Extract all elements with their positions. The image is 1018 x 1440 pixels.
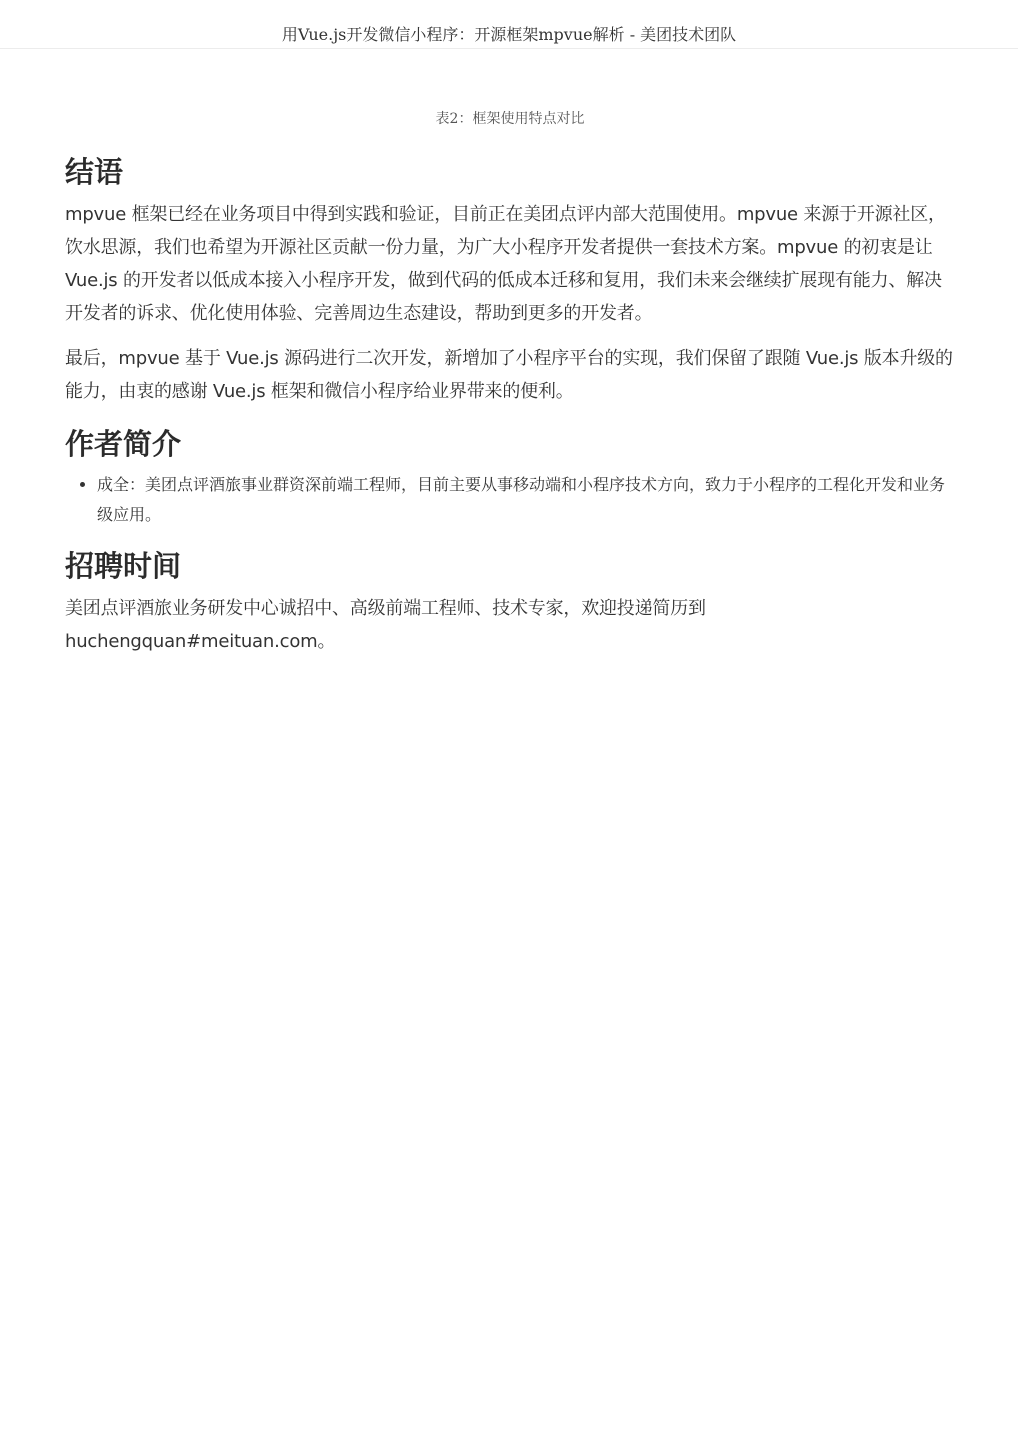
conclusion-paragraph-2: 最后，mpvue 基于 Vue.js 源码进行二次开发，新增加了小程序平台的实现，我们保留了跟随 Vue.js 版本升级的能力，由衷的感谢 Vue.js 框架和微信小程序给业界带来的便利。 (65, 348, 953, 402)
section-author (65, 426, 955, 530)
section-conclusion (65, 154, 955, 408)
author-list (65, 470, 955, 530)
author-list-item: • 成全：美团点评酒旅事业群资深前端工程师，目前主要从事移动端和小程序技术方向，致力于小程序的工程化开发和业务级应用。 (97, 470, 955, 530)
section-heading-conclusion: 结语 (65, 155, 124, 189)
conclusion-paragraph-1: mpvue 框架已经在业务项目中得到实践和验证，目前正在美团点评内部大范围使用。mpvue 来源于开源社区，饮水思源，我们也希望为开源社区贡献一份力量，为广大小程序开发者提供一套技术方案。mpvue 的初衷是让 Vue.js 的开发者以低成本接入小程序开发，做到代码的低成本迁移和复用，我们未来会继续扩展现有能力、解决开发者的诉求、优化使用体验、完善周边生态建设，帮助到更多的开发者。 (65, 204, 946, 324)
section-heading-hiring: 招聘时间 (65, 549, 182, 583)
page-title: 用Vue.js开发微信小程序：开源框架mpvue解析 - 美团技术团队 (281, 25, 737, 44)
page-header (0, 0, 1018, 49)
table-caption: 表2：框架使用特点对比 (435, 111, 585, 127)
hiring-paragraph: 美团点评酒旅业务研发中心诚招中、高级前端工程师、技术专家，欢迎投递简历到 huchengquan#meituan.com。 (65, 598, 706, 652)
section-hiring (65, 548, 955, 658)
article-content (65, 108, 955, 674)
section-heading-author: 作者简介 (65, 427, 182, 461)
